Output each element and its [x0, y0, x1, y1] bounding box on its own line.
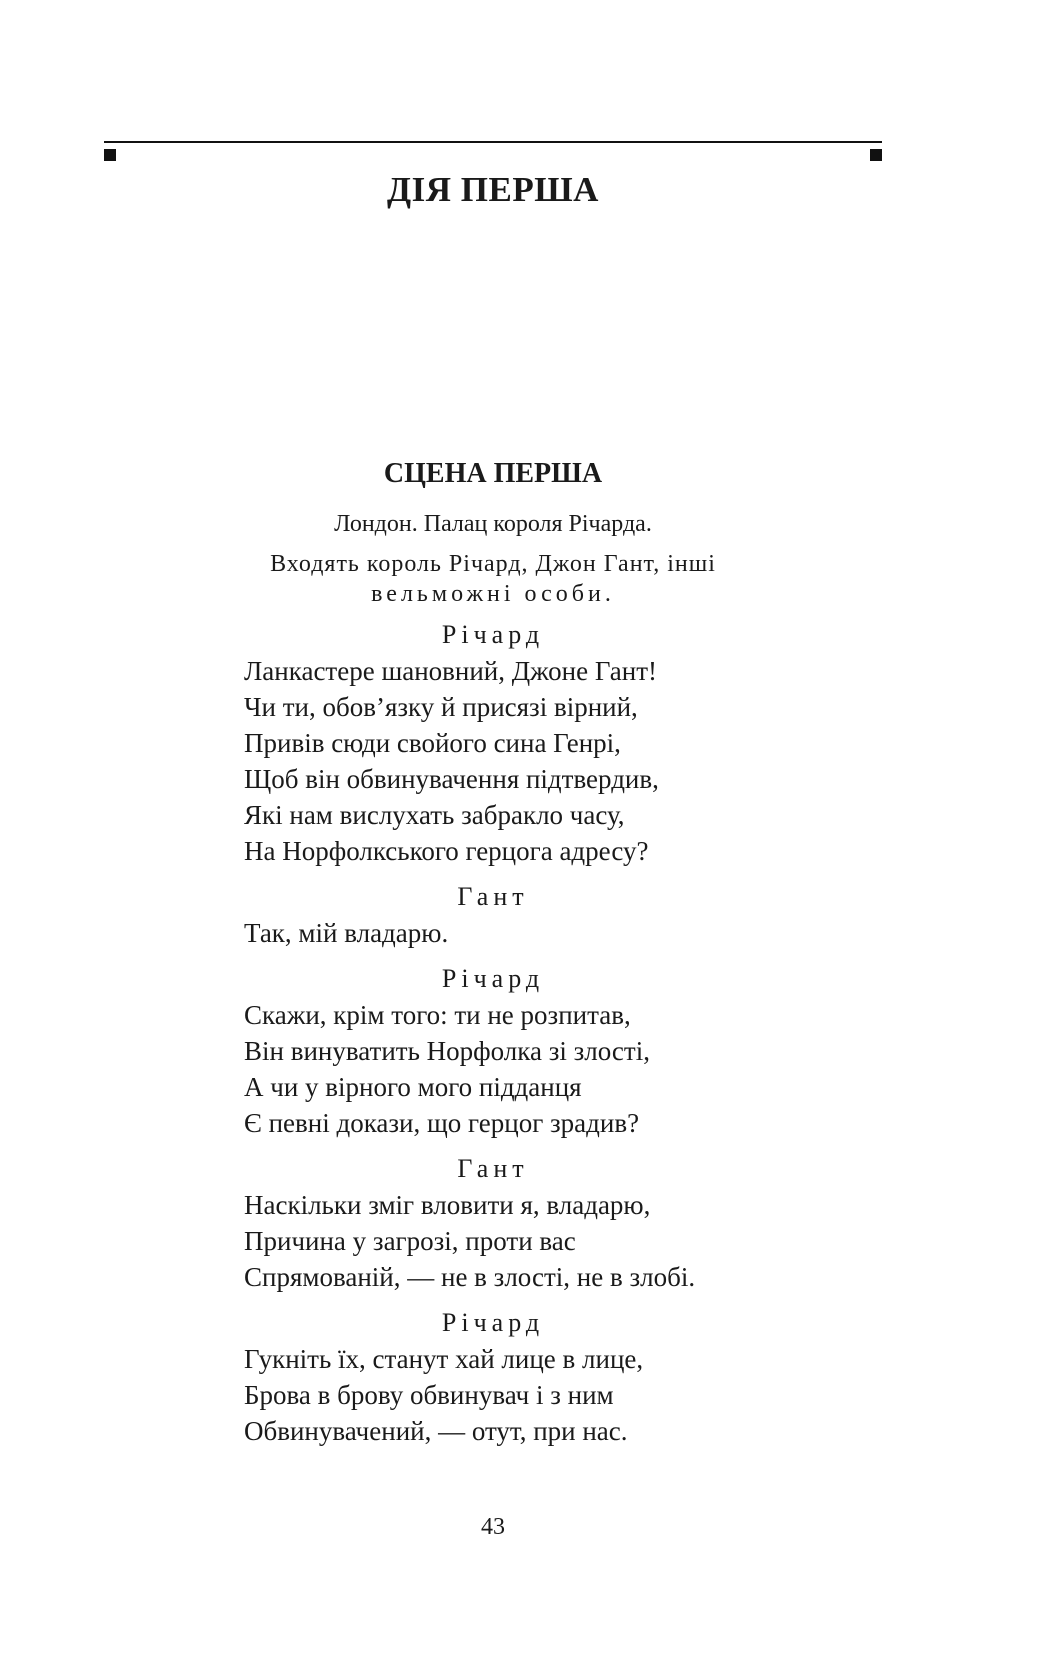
verse-line: Які нам вислухать забракло часу, [244, 800, 625, 830]
verse-line: Наскільки зміг вловити я, владарю, [244, 1190, 651, 1220]
verse-line: Є певні докази, що герцог зрадив? [244, 1108, 640, 1138]
speaker-name: Гант [457, 1154, 529, 1183]
verse-line: Гукніть їх, станут хай лице в лице, [244, 1344, 644, 1374]
verse-line: Він винуватить Норфолка зі злості, [244, 1036, 650, 1066]
verse-line: Чи ти, обов’язку й присязі вірний, [244, 692, 638, 722]
page-number: 43 [481, 1514, 505, 1540]
verse-line: Обвинувачений, — отут, при нас. [244, 1416, 628, 1446]
scene-title: СЦЕНА ПЕРША [383, 458, 603, 489]
stage-direction-entry-line1: Входять король Річард, Джон Гант, інші [270, 551, 716, 577]
verse-line: Щоб він обвинувачення підтвердив, [244, 764, 659, 794]
verse-line: Скажи, крім того: ти не розпитав, [244, 1000, 631, 1030]
verse-line: На Норфолкського герцога адресу? [244, 836, 649, 866]
speaker-name: Річард [441, 1308, 545, 1337]
speaker-name: Гант [457, 882, 529, 911]
stage-direction-entry [0, 549, 986, 609]
speaker-name: Річард [441, 964, 545, 993]
verse-line: Причина у загрозі, проти вас [244, 1226, 576, 1256]
act-title: ДІЯ ПЕРША [387, 170, 599, 209]
verse-line: Так, мій владарю. [244, 918, 449, 948]
verse-line: А чи у вірного мого підданця [244, 1072, 582, 1102]
top-rule [104, 141, 882, 143]
speaker-name: Річард [441, 620, 545, 649]
verse-line: Спрямованій, — не в злості, не в злобі. [244, 1262, 696, 1292]
verse-line: Брова в брову обвинувач і з ним [244, 1380, 614, 1410]
stage-direction-entry-line2: вельможні особи. [371, 581, 615, 607]
verse-line: Привів сюди свойого сина Генрі, [244, 728, 621, 758]
stage-direction-location: Лондон. Палац короля Річарда. [334, 511, 652, 537]
corner-square-right [870, 149, 882, 161]
verse-line: Ланкастере шановний, Джоне Гант! [244, 656, 658, 686]
corner-square-left [104, 149, 116, 161]
